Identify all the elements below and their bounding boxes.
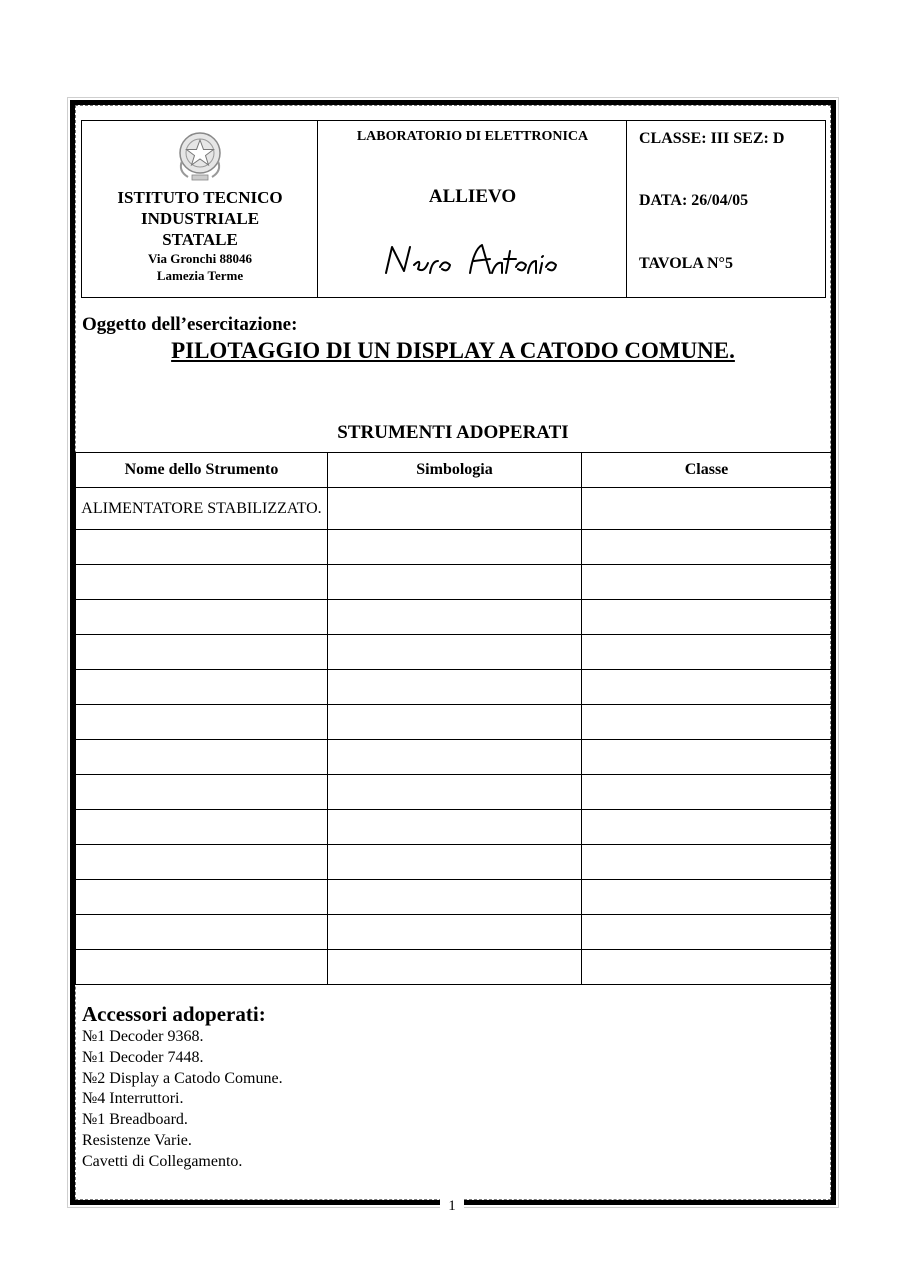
school-name-line: STATALE (162, 230, 238, 249)
table-cell (328, 810, 582, 845)
lab-cell (318, 121, 627, 297)
list-item: №2 Display a Catodo Comune. (82, 1069, 283, 1087)
table-cell (76, 950, 328, 985)
table-row (76, 880, 832, 915)
table-cell (582, 670, 832, 705)
school-name (82, 187, 318, 250)
table-cell (582, 740, 832, 775)
table-row (76, 705, 832, 740)
table-cell (582, 880, 832, 915)
table-cell (328, 845, 582, 880)
school-address-line: Via Gronchi 88046 (147, 251, 252, 266)
table-cell (582, 635, 832, 670)
table-cell (76, 600, 328, 635)
objective-label: Oggetto dell’esercitazione: (82, 314, 298, 335)
column-header-name: Nome dello Strumento (76, 453, 328, 488)
table-cell: ALIMENTATORE STABILIZZATO. (76, 488, 328, 530)
table-row (76, 740, 832, 775)
table-row (76, 810, 832, 845)
table-cell (582, 600, 832, 635)
table-cell (76, 670, 328, 705)
page-number: 1 (440, 1198, 464, 1215)
table-row (76, 845, 832, 880)
table-cell (76, 775, 328, 810)
list-item: №1 Decoder 7448. (82, 1048, 204, 1066)
list-item: Cavetti di Collegamento. (82, 1152, 243, 1170)
table-cell (328, 915, 582, 950)
meta-cell (627, 121, 825, 297)
table-cell (328, 705, 582, 740)
table-cell (328, 775, 582, 810)
table-cell (76, 880, 328, 915)
school-address (82, 250, 318, 284)
table-cell (328, 880, 582, 915)
table-row (76, 488, 832, 530)
table-cell (328, 740, 582, 775)
table-cell (328, 950, 582, 985)
table-cell (328, 670, 582, 705)
accessories-heading: Accessori adoperati: (82, 1002, 266, 1026)
table-cell (76, 740, 328, 775)
school-name-line: INDUSTRIALE (140, 209, 260, 228)
list-item: №4 Interruttori. (82, 1090, 184, 1108)
class-line: CLASSE: III SEZ: D (639, 130, 785, 147)
lab-title: LABORATORIO DI ELETTRONICA (356, 129, 589, 144)
table-cell (76, 915, 328, 950)
table-cell (328, 565, 582, 600)
table-row (76, 670, 832, 705)
table-cell (582, 488, 832, 530)
table-cell (328, 530, 582, 565)
list-item: Resistenze Varie. (82, 1131, 192, 1149)
table-cell (76, 530, 328, 565)
table-cell (582, 530, 832, 565)
table-row (76, 530, 832, 565)
student-label: ALLIEVO (428, 186, 517, 207)
table-row (76, 565, 832, 600)
table-cell (582, 950, 832, 985)
list-item: №1 Breadboard. (82, 1111, 188, 1129)
header-table (81, 120, 826, 298)
table-row (76, 635, 832, 670)
school-address-line: Lamezia Terme (156, 268, 244, 283)
table-row (76, 915, 832, 950)
tools-table-header-row (76, 453, 832, 488)
school-name-line: ISTITUTO TECNICO (117, 188, 283, 207)
objective-title: PILOTAGGIO DI UN DISPLAY A CATODO COMUNE. (171, 338, 735, 363)
list-item: №1 Decoder 9368. (82, 1028, 204, 1045)
tools-heading: STRUMENTI ADOPERATI (337, 422, 569, 443)
table-row (76, 775, 832, 810)
tools-table (75, 452, 832, 985)
student-signature (378, 239, 568, 281)
table-cell (582, 705, 832, 740)
table-cell (328, 488, 582, 530)
table-cell (76, 845, 328, 880)
board-number-line: TAVOLA N°5 (639, 255, 733, 272)
table-cell (582, 845, 832, 880)
date-line: DATA: 26/04/05 (639, 192, 749, 209)
table-cell (582, 775, 832, 810)
italian-republic-emblem-icon (174, 127, 226, 183)
table-cell (76, 565, 328, 600)
table-row (76, 950, 832, 985)
table-cell (582, 565, 832, 600)
table-cell (76, 810, 328, 845)
table-row (76, 600, 832, 635)
table-cell (328, 635, 582, 670)
table-cell (582, 915, 832, 950)
table-cell (76, 705, 328, 740)
table-cell (76, 635, 328, 670)
table-cell (328, 600, 582, 635)
school-cell (82, 121, 318, 297)
column-header-symbol: Simbologia (328, 453, 582, 488)
accessories-list (82, 1027, 283, 1173)
column-header-class: Classe (582, 453, 832, 488)
table-cell (582, 810, 832, 845)
